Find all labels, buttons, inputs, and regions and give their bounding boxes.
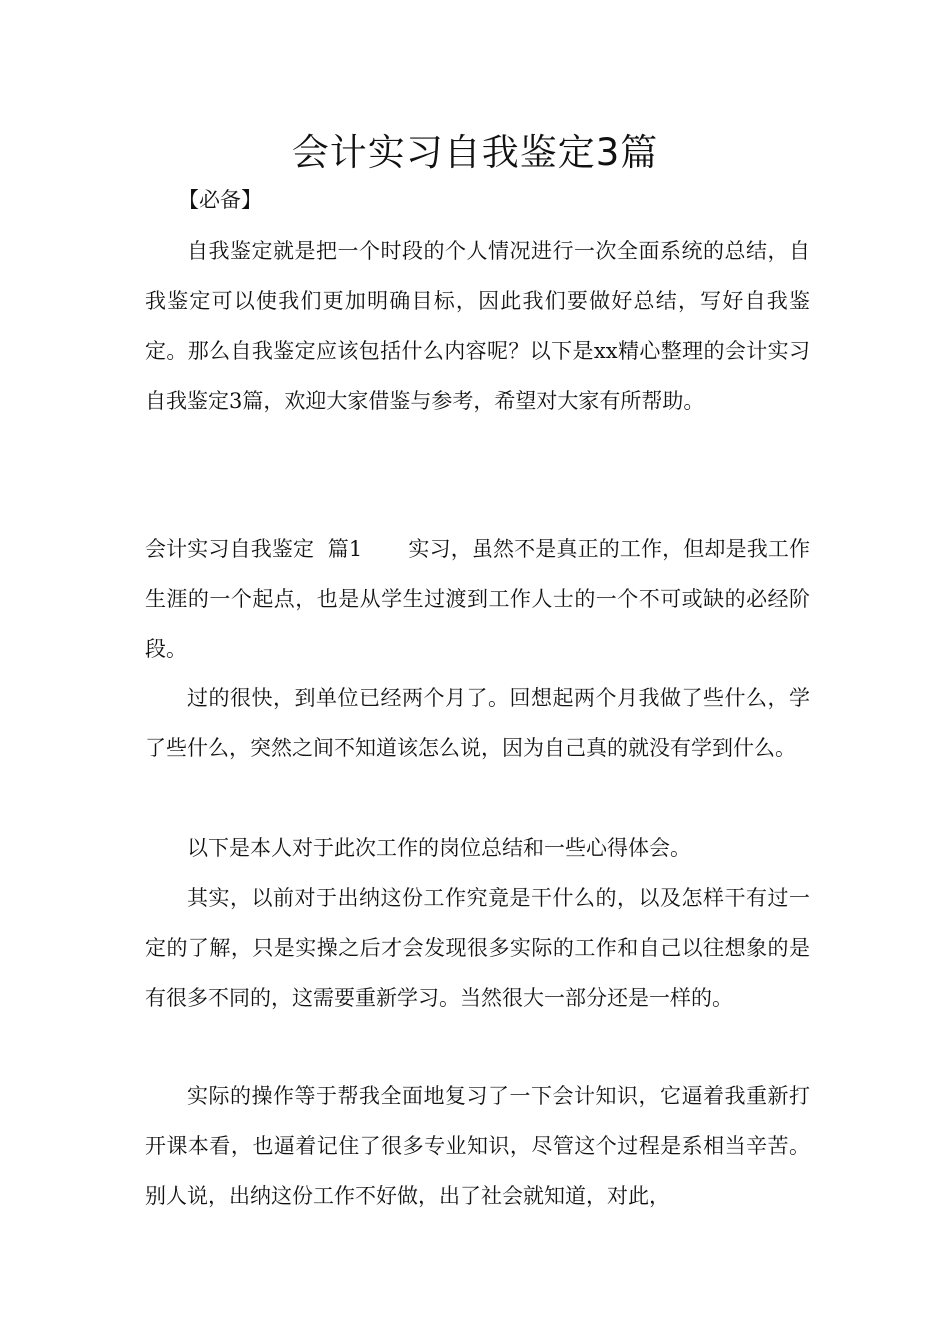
document-title: 会计实习自我鉴定3篇: [291, 131, 659, 174]
body-paragraph: 其实，以前对于出纳这份工作究竟是干什么的，以及怎样干有过一定的了解，只是实操之后才会发现很多实际的工作和自己以往想象的是有很多不同的，这需要重新学习。当然很大一部分还是一样的。: [145, 886, 810, 1010]
section-1-heading: 会计实习自我鉴定 篇1: [145, 537, 363, 561]
section-1-paragraph: [145, 524, 810, 674]
section-1-lead: 实习，虽然不是真正的工作，但却是我工作生涯的一个起点，也是从学生过渡到工作人士的一个不可或缺的必经阶段。: [145, 537, 810, 661]
body-paragraph: 以下是本人对于此次工作的岗位总结和一些心得体会。: [187, 836, 691, 860]
document-tag: 【必备】: [178, 188, 262, 212]
intro-paragraph: 自我鉴定就是把一个时段的个人情况进行一次全面系统的总结，自我鉴定可以使我们更加明确目标，因此我们要做好总结，写好自我鉴定。那么自我鉴定应该包括什么内容呢？以下是xx精心整理的会计实习自我鉴定3篇，欢迎大家借鉴与参考，希望对大家有所帮助。: [145, 239, 810, 413]
body-paragraph: 过的很快，到单位已经两个月了。回想起两个月我做了些什么，学了些什么，突然之间不知道该怎么说，因为自己真的就没有学到什么。: [145, 686, 810, 760]
body-paragraph: 实际的操作等于帮我全面地复习了一下会计知识，它逼着我重新打开课本看，也逼着记住了很多专业知识，尽管这个过程是系相当辛苦。别人说，出纳这份工作不好做，出了社会就知道，对此，: [145, 1084, 810, 1208]
